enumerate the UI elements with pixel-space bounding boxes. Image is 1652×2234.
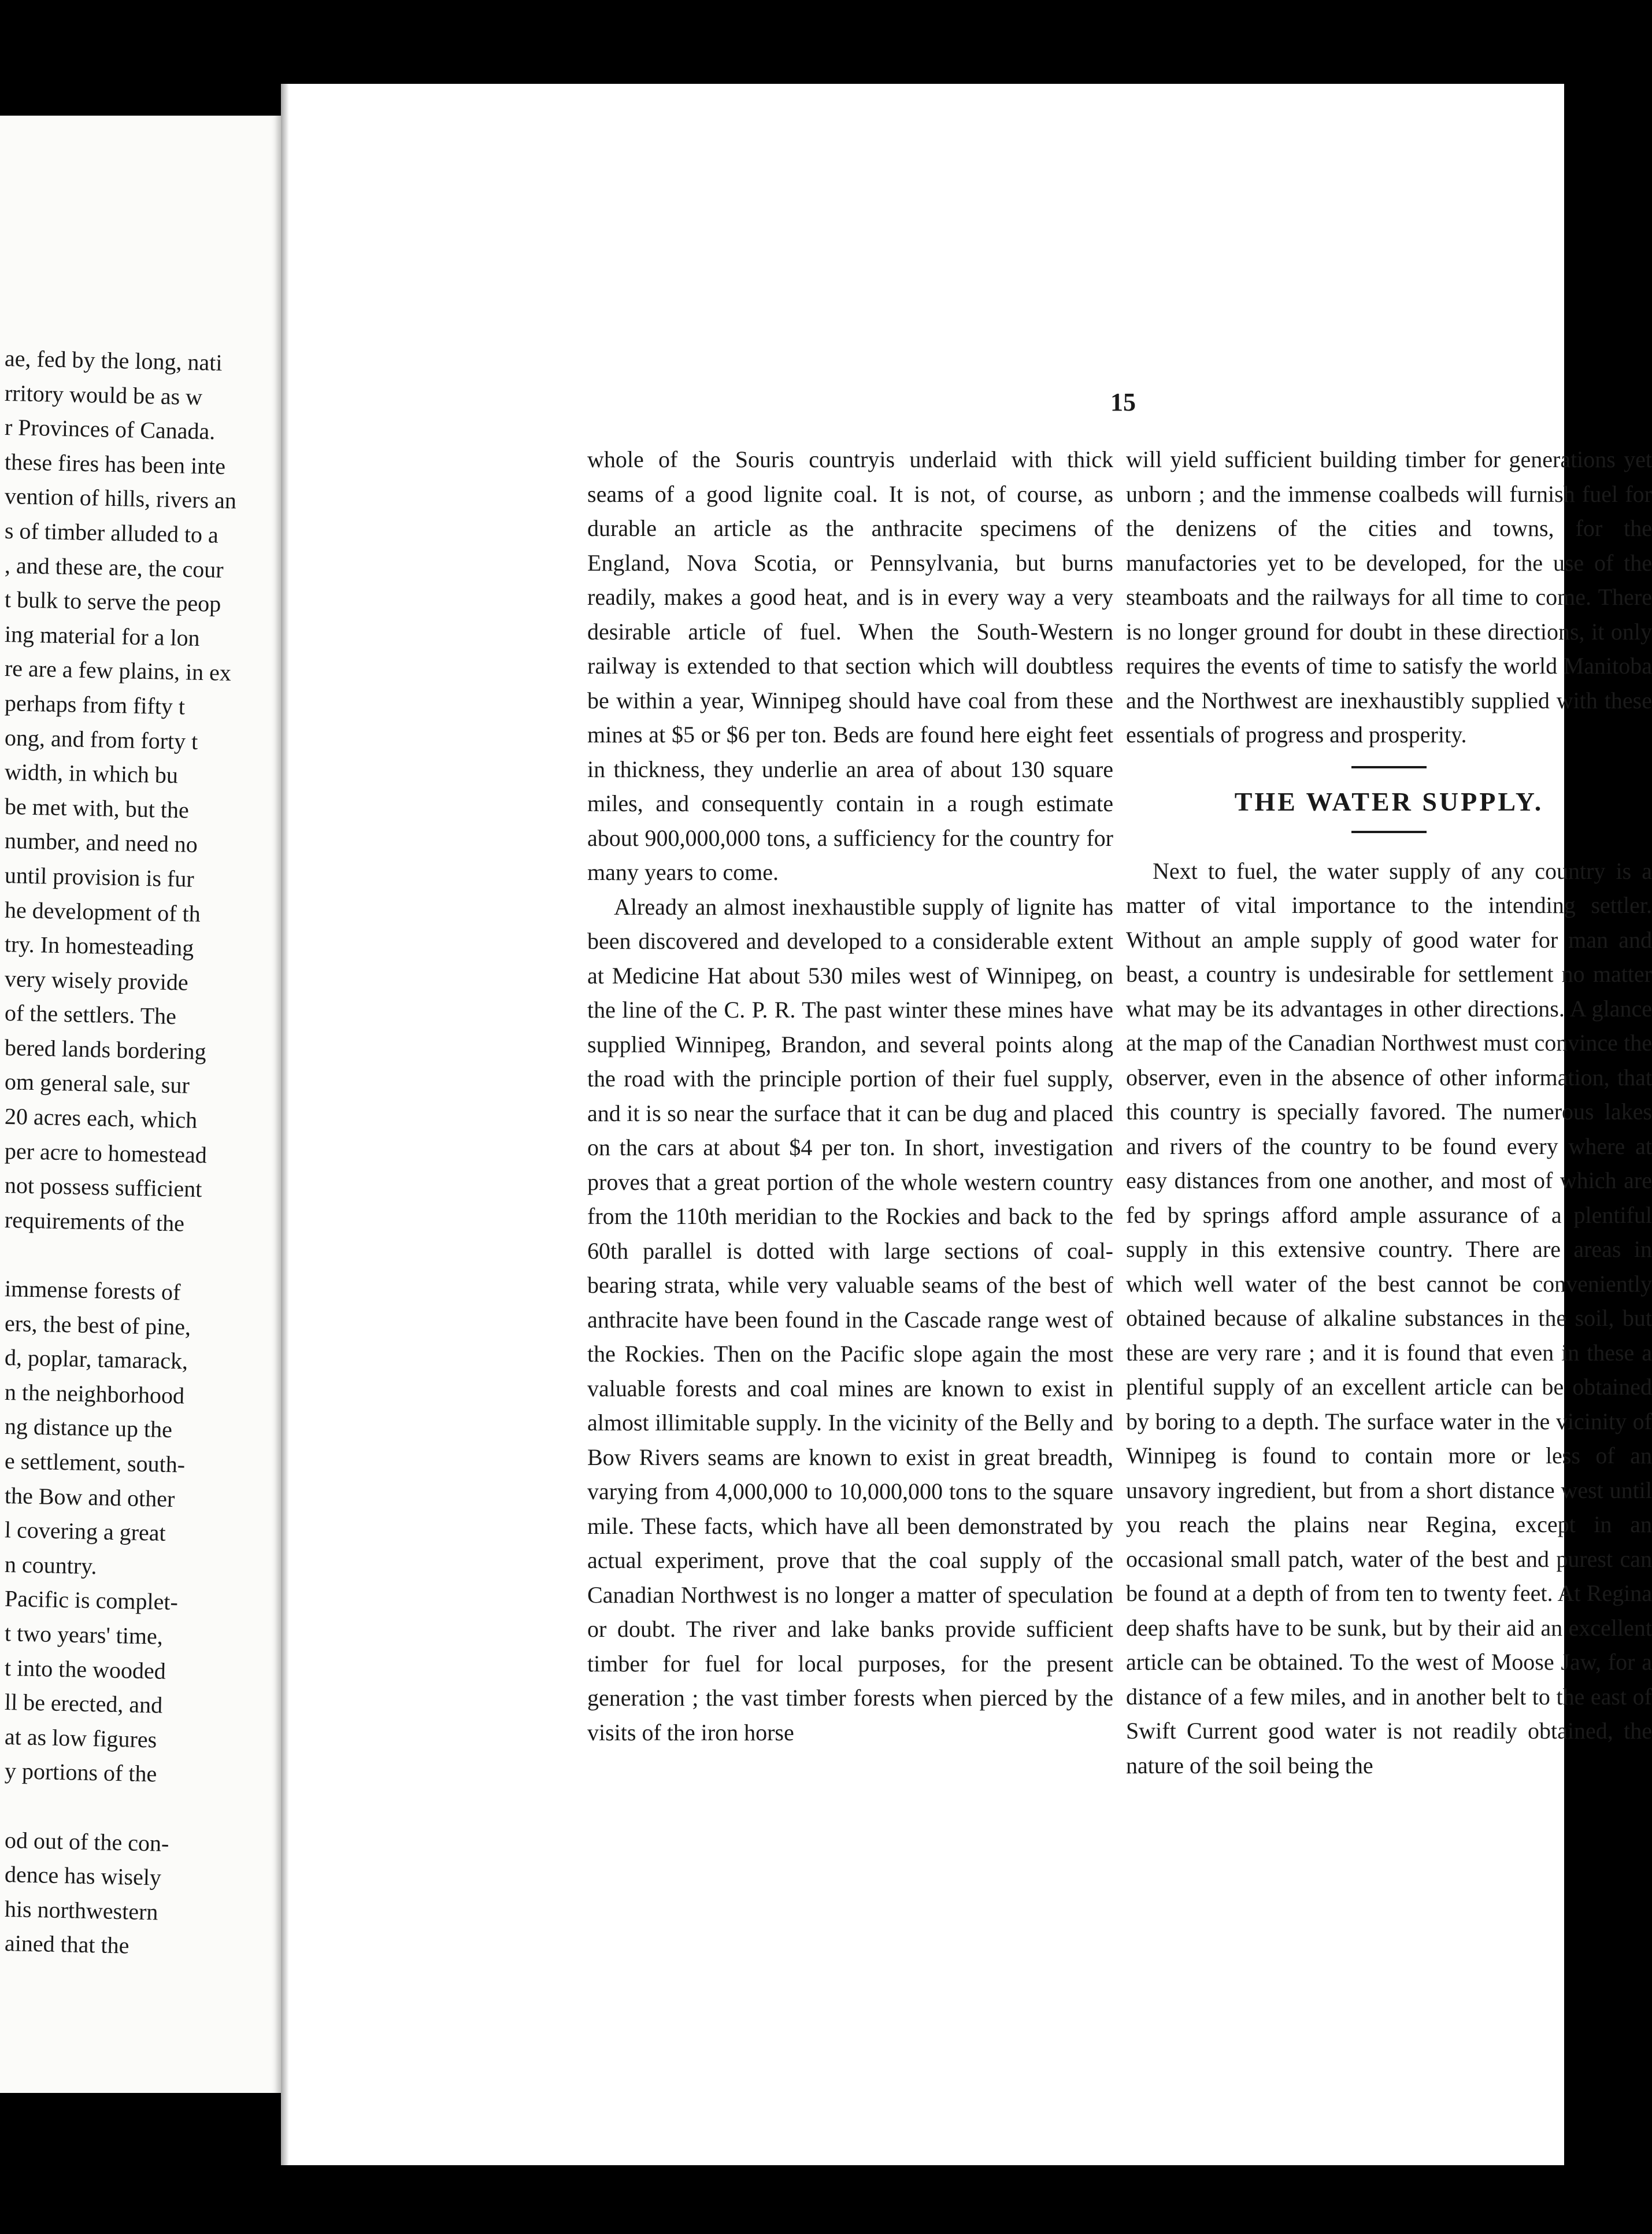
middle-paragraph-1: whole of the Souris countryis underlaid with thick seams of a good lignite coal. It is not, of course, as durable an article as the anthracite specimens of England, Nova Scotia, or Pennsylvania, but burns readily, makes a good heat, and is in every way a very desirable article of fuel. When the South-Western railway is extended to that section which will doubtless be within a year, Winnipeg should have coal from these mines at $5 or $6 per ton. Beds are found here eight feet in thickness, they underlie an area of about 130 square miles, and consequently contain in a rough estimate about 900,000,000 tons, a sufficiency for the country for many years to come. — [587, 446, 1113, 885]
page-fold-shadow — [281, 84, 289, 2165]
left-page-line: s of timber alluded to a — [4, 517, 219, 548]
left-page-line: requirements of the — [4, 1206, 185, 1237]
left-page-line: vention of hills, rivers an — [4, 483, 237, 514]
left-page-line: t bulk to serve the peop — [4, 586, 221, 617]
left-page-line: ll be erected, and — [4, 1689, 163, 1718]
left-page-line: y portions of the — [4, 1758, 157, 1787]
left-page-line: e settlement, south- — [4, 1448, 186, 1478]
middle-paragraph-2: Already an almost inexhaustible supply of lignite has been discovered and developed to a considerable extent at Medicine Hat about 530 miles west of Winnipeg, on the line of the C. P. R. The past winter these mines have supplied Winnipeg, Brandon, and several points along the road with the principle portion of their fuel supply, and it is so near the surface that it can be dug and placed on the cars at about $4 per ton. In short, investigation proves that a great portion of the whole western country from the 110th meridian to the Rockies and back to the 60th parallel is dotted with large sections of coal-bearing strata, while very valuable seams of the best of anthracite have been found in the Cascade range west of the Rockies. Then on the Pacific slope again the most valuable forests and coal mines are known to exist in almost illimitable supply. In the vicinity of the Belly and Bow Rivers seams are known to exist in great breadth, varying from 4,000,000 to 10,000,000 tons to the square mile. These facts, which have all been demonstrated by actual experiment, prove that the coal supply of the Canadian Northwest is no longer a matter of speculation or doubt. The river and lake banks provide sufficient timber for fuel for local purposes, for the present generation ; the vast timber forests when pierced by the visits of the iron horse — [587, 893, 1113, 1745]
section-heading: THE WATER SUPPLY. — [1234, 786, 1544, 816]
right-paragraph-1: will yield sufficient building timber for generations yet unborn ; and the immense coalbeds will furnish fuel for the denizens of the cities and towns, for the manufactories yet to be developed, for the use of the steamboats and the railways for all time to come. There is no longer ground for doubt in these directions, it only requires the events of time to satisfy the world Manitoba and the Northwest are inexhaustibly supplied with these essentials of progress and prosperity. — [1126, 446, 1652, 748]
left-page-line: , and these are, the cour — [4, 552, 224, 583]
left-page-line: d, poplar, tamarack, — [4, 1344, 188, 1374]
right-paragraph-2: Next to fuel, the water supply of any country is a matter of vital importance to the intending settler. Without an ample supply of good water for man and beast, a country is undesirable for settlement no matter what may be its advantages in other directions. A glance at the map of the Canadian Northwest must convince the observer, even in the absence of other information, that this country is specially favored. The numerous lakes and rivers of the country to be found every where at easy distances from one another, and most of which are fed by springs afford ample assurance of a plentiful supply in this extensive country. There are areas in which well water of the best cannot be conveniently obtained because of alkaline substances in the soil, but these are very rare ; and it is found that even in these a plentiful supply of an excellent article can be obtained by boring to a depth. The surface water in the vicinity of Winnipeg is found to contain more or less of an unsavory ingredient, but from a short distance west until you reach the plains near Regina, except in an occasional small patch, water of the best and purest can be found at a depth of from ten to twenty feet. At Regina deep shafts have to be sunk, but by their aid an excellent article can be obtained. To the west of Moose Jaw, for a distance of a few miles, and in another belt to the east of Swift Current good water is not readily obtained, the nature of the soil being the — [1126, 857, 1652, 1778]
middle-column — [587, 442, 1113, 1750]
left-page-line: try. In homesteading — [4, 931, 194, 961]
left-page-line: until provision is fur — [4, 861, 195, 892]
right-page — [281, 84, 1652, 2165]
left-page-line: Pacific is complet- — [4, 1585, 179, 1615]
left-page-line: rritory would be as w — [4, 379, 203, 410]
left-page-line: om general sale, sur — [4, 1068, 190, 1099]
left-page-line: ers, the best of pine, — [4, 1310, 191, 1340]
left-page-line: his northwestern — [4, 1895, 158, 1925]
left-page-line: l covering a great — [4, 1517, 166, 1547]
left-page-line: width, in which bu — [4, 759, 179, 789]
left-page-text — [5, 341, 305, 1961]
left-page-line: n the neighborhood — [4, 1378, 185, 1409]
right-column — [1126, 442, 1652, 1782]
left-page-line: very wisely provide — [4, 965, 189, 996]
left-page-line: these fires has been inte — [4, 448, 226, 479]
left-page-line: bered lands bordering — [4, 1034, 207, 1065]
left-page-line: 20 acres each, which — [4, 1103, 198, 1134]
left-page-line: he development of th — [4, 896, 201, 927]
left-page-line: od out of the con- — [4, 1826, 169, 1856]
left-page-line: dence has wisely — [4, 1861, 162, 1891]
section-rule-bottom — [1351, 831, 1427, 833]
left-page-line: immense forests of — [4, 1275, 181, 1305]
page-number: 15 — [1110, 388, 1136, 416]
left-page-line: the Bow and other — [4, 1482, 175, 1512]
left-page-line: ae, fed by the long, nati — [4, 345, 223, 376]
left-page-line: per acre to homestead — [4, 1137, 208, 1168]
left-page-line: ong, and from forty t — [4, 724, 198, 754]
left-page — [0, 116, 290, 2093]
left-page-line: number, and need no — [4, 827, 198, 858]
left-page-line: ing material for a lon — [4, 620, 201, 651]
left-page-line: t into the wooded — [4, 1654, 166, 1684]
left-page-line: t two years' time, — [4, 1619, 164, 1649]
left-page-line: n country. — [4, 1551, 98, 1580]
section-rule-top — [1351, 766, 1427, 768]
left-page-line: r Provinces of Canada. — [4, 414, 216, 445]
left-page-line: re are a few plains, in ex — [4, 655, 232, 686]
left-page-line: at as low figures — [4, 1723, 157, 1753]
left-page-line: be met with, but the — [4, 793, 190, 823]
left-page-line: ng distance up the — [4, 1413, 173, 1443]
left-page-line: of the settlers. The — [4, 1000, 177, 1030]
left-page-line: perhaps from fifty t — [4, 689, 186, 720]
left-page-line: ained that the — [4, 1930, 129, 1959]
left-page-line: not possess sufficient — [4, 1172, 202, 1203]
